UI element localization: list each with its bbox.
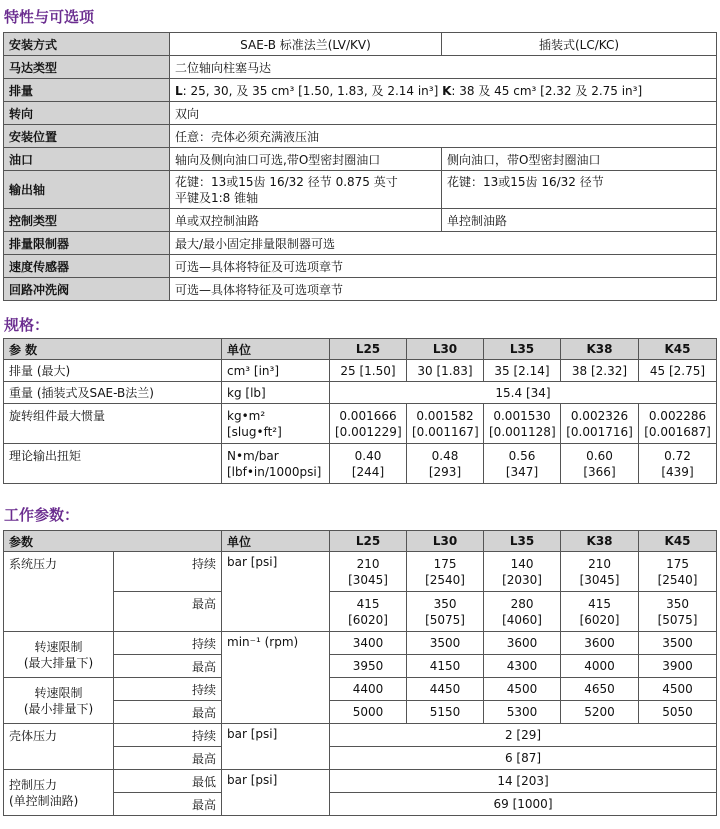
value: 4150: [407, 655, 484, 678]
section-title-features: 特性与可选项: [4, 8, 95, 26]
row-label: 壳体压力: [4, 724, 114, 770]
sub-label: 最低: [114, 770, 222, 793]
unit: [222, 404, 330, 444]
v: [5075]: [657, 612, 698, 627]
v: [293]: [428, 464, 462, 479]
value: [561, 404, 639, 444]
header-col: K38: [561, 531, 639, 552]
unit: cm³ [in³]: [222, 360, 330, 382]
header-param: 参数: [4, 531, 222, 552]
cell: [170, 171, 442, 209]
cell: 最大/最小固定排量限制器可选: [170, 232, 717, 255]
row-label: 控制类型: [4, 209, 170, 232]
header-col: K45: [639, 339, 717, 360]
v: 210: [356, 556, 380, 571]
v: 0.56: [508, 448, 536, 463]
value: 69 [1000]: [330, 793, 717, 816]
value: 4450: [407, 678, 484, 701]
cell: 双向: [170, 102, 717, 125]
v: [0.001128]: [489, 424, 556, 439]
cell: SAE-B 标准法兰(LV/KV): [170, 33, 442, 56]
label-line-1: 控制压力: [9, 777, 58, 792]
value: 3500: [407, 632, 484, 655]
value: 4000: [561, 655, 639, 678]
value: 4500: [639, 678, 717, 701]
unit: kg [lb]: [222, 382, 330, 404]
value: 3400: [330, 632, 407, 655]
row-label: [4, 678, 114, 724]
v: [3045]: [348, 572, 388, 587]
value: 38 [2.32]: [561, 360, 639, 382]
v: [2540]: [657, 572, 698, 587]
v: [0.001167]: [412, 424, 479, 439]
v: [366]: [583, 464, 616, 479]
label-line-2: (最大排量下): [23, 655, 94, 670]
value: 3900: [639, 655, 717, 678]
disp-l: : 25, 30, 及 35 cm³ [1.50, 1.83, 及 2.14 in³]: [182, 83, 443, 98]
v: 350: [433, 596, 457, 611]
row-label: 排量限制器: [4, 232, 170, 255]
unit-line-2: [slug•ft²]: [227, 424, 282, 439]
cell: 单控制油路: [442, 209, 717, 232]
cell: 任意：壳体必须充满液压油: [170, 125, 717, 148]
unit: bar [psi]: [222, 552, 330, 632]
v: [5075]: [425, 612, 465, 627]
value: [561, 444, 639, 484]
unit-line-2: [lbf•in/1000psi]: [227, 464, 322, 479]
v: 0.72: [664, 448, 691, 463]
value: [561, 552, 639, 592]
header-col: L30: [407, 531, 484, 552]
sub-label: 持续: [114, 552, 222, 592]
value: 14 [203]: [330, 770, 717, 793]
specs-table: [3, 338, 717, 484]
v: 140: [510, 556, 534, 571]
cell: 插装式(LC/KC): [442, 33, 717, 56]
features-table: [3, 32, 717, 301]
header-col: K38: [561, 339, 639, 360]
value: [639, 444, 717, 484]
value: 2 [29]: [330, 724, 717, 747]
operating-table: [3, 530, 717, 816]
value: 15.4 [34]: [330, 382, 717, 404]
v: 0.48: [431, 448, 459, 463]
v: [0.001716]: [566, 424, 633, 439]
cell: 侧向油口，带O型密封圈油口: [442, 148, 717, 171]
v: 415: [356, 596, 380, 611]
v: 0.001666: [339, 408, 397, 423]
cell: [170, 79, 717, 102]
row-label: 系统压力: [4, 552, 114, 632]
prefix-l: L: [175, 83, 183, 98]
v: [6020]: [348, 612, 388, 627]
row-label: 排量 (最大): [4, 360, 222, 382]
cell: 单或双控制油路: [170, 209, 442, 232]
v: [244]: [351, 464, 385, 479]
row-label: [4, 770, 114, 816]
value: [639, 404, 717, 444]
value: 30 [1.83]: [407, 360, 484, 382]
unit-line-1: kg•m²: [227, 408, 266, 423]
shaft-line-2: 平键及1:8 锥轴: [175, 190, 259, 205]
v: [6020]: [579, 612, 620, 627]
value: [407, 404, 484, 444]
value: 5150: [407, 701, 484, 724]
label-line-1: 转速限制: [34, 639, 83, 654]
value: 3950: [330, 655, 407, 678]
v: 0.40: [354, 448, 382, 463]
value: [407, 444, 484, 484]
disp-k: : 38 及 45 cm³ [2.32 及 2.75 in³]: [451, 83, 643, 98]
value: 4300: [484, 655, 561, 678]
row-label: 速度传感器: [4, 255, 170, 278]
row-label: 安装方式: [4, 33, 170, 56]
v: 0.002326: [570, 408, 629, 423]
value: 3500: [639, 632, 717, 655]
prefix-k: K: [442, 83, 452, 98]
value: 5050: [639, 701, 717, 724]
shaft-line-1: 花键：13或15齿 16/32 径节 0.875 英寸: [175, 174, 398, 189]
header-col: L30: [407, 339, 484, 360]
value: 4650: [561, 678, 639, 701]
value: 4500: [484, 678, 561, 701]
header-col: K45: [639, 531, 717, 552]
value: 4400: [330, 678, 407, 701]
value: [639, 592, 717, 632]
value: [330, 592, 407, 632]
value: [561, 592, 639, 632]
value: 45 [2.75]: [639, 360, 717, 382]
header-unit: 单位: [222, 339, 330, 360]
cell: 二位轴向柱塞马达: [170, 56, 717, 79]
v: 175: [666, 556, 689, 571]
value: 3600: [561, 632, 639, 655]
value: 5000: [330, 701, 407, 724]
value: [330, 404, 407, 444]
row-label: 旋转组件最大惯量: [4, 404, 222, 444]
sub-label: 最高: [114, 655, 222, 678]
row-label: [4, 632, 114, 678]
sub-label: 最高: [114, 793, 222, 816]
v: 210: [588, 556, 611, 571]
sub-label: 最高: [114, 592, 222, 632]
header-unit: 单位: [222, 531, 330, 552]
unit: [222, 444, 330, 484]
value: 5200: [561, 701, 639, 724]
cell: 可选—具体将特征及可选项章节: [170, 278, 717, 301]
value: 3600: [484, 632, 561, 655]
v: 175: [433, 556, 457, 571]
value: [484, 552, 561, 592]
value: [484, 404, 561, 444]
value: 35 [2.14]: [484, 360, 561, 382]
value: 5300: [484, 701, 561, 724]
sub-label: 持续: [114, 724, 222, 747]
row-label: 排量: [4, 79, 170, 102]
v: 0.001582: [416, 408, 474, 423]
row-label: 马达类型: [4, 56, 170, 79]
v: [2540]: [425, 572, 465, 587]
v: 415: [588, 596, 611, 611]
label-line-1: 转速限制: [34, 685, 83, 700]
unit-line-1: N•m/bar: [227, 448, 279, 463]
value: [407, 592, 484, 632]
unit: min⁻¹ (rpm): [222, 632, 330, 724]
header-col: L35: [484, 531, 561, 552]
section-title-specs: 规格：: [4, 316, 50, 334]
v: [347]: [505, 464, 539, 479]
v: [0.001229]: [335, 424, 402, 439]
row-label: 转向: [4, 102, 170, 125]
sub-label: 最高: [114, 701, 222, 724]
value: [407, 552, 484, 592]
row-label: 重量 (插装式及SAE-B法兰): [4, 382, 222, 404]
v: [3045]: [579, 572, 620, 587]
v: 350: [666, 596, 689, 611]
cell: 花键：13或15齿 16/32 径节: [442, 171, 717, 209]
cell: 轴向及侧向油口可选,带O型密封圈油口: [170, 148, 442, 171]
header-col: L25: [330, 339, 407, 360]
row-label: 安装位置: [4, 125, 170, 148]
sub-label: 持续: [114, 632, 222, 655]
v: 0.002286: [648, 408, 707, 423]
row-label: 回路冲洗阀: [4, 278, 170, 301]
sub-label: 最高: [114, 747, 222, 770]
section-title-operating: 工作参数：: [4, 506, 80, 524]
v: [0.001687]: [644, 424, 711, 439]
header-param: 参 数: [4, 339, 222, 360]
header-col: L25: [330, 531, 407, 552]
v: 280: [510, 596, 534, 611]
header-col: L35: [484, 339, 561, 360]
cell: 可选—具体将特征及可选项章节: [170, 255, 717, 278]
unit: bar [psi]: [222, 724, 330, 770]
v: 0.60: [586, 448, 613, 463]
value: [330, 444, 407, 484]
value: [639, 552, 717, 592]
value: [484, 444, 561, 484]
label-line-2: (单控制油路): [9, 793, 79, 808]
row-label: 输出轴: [4, 171, 170, 209]
row-label: 油口: [4, 148, 170, 171]
row-label: 理论输出扭矩: [4, 444, 222, 484]
value: 6 [87]: [330, 747, 717, 770]
v: 0.001530: [493, 408, 551, 423]
label-line-2: (最小排量下): [23, 701, 94, 716]
v: [4060]: [502, 612, 542, 627]
unit: bar [psi]: [222, 770, 330, 816]
v: [439]: [661, 464, 694, 479]
value: [330, 552, 407, 592]
value: 25 [1.50]: [330, 360, 407, 382]
value: [484, 592, 561, 632]
sub-label: 持续: [114, 678, 222, 701]
v: [2030]: [502, 572, 542, 587]
